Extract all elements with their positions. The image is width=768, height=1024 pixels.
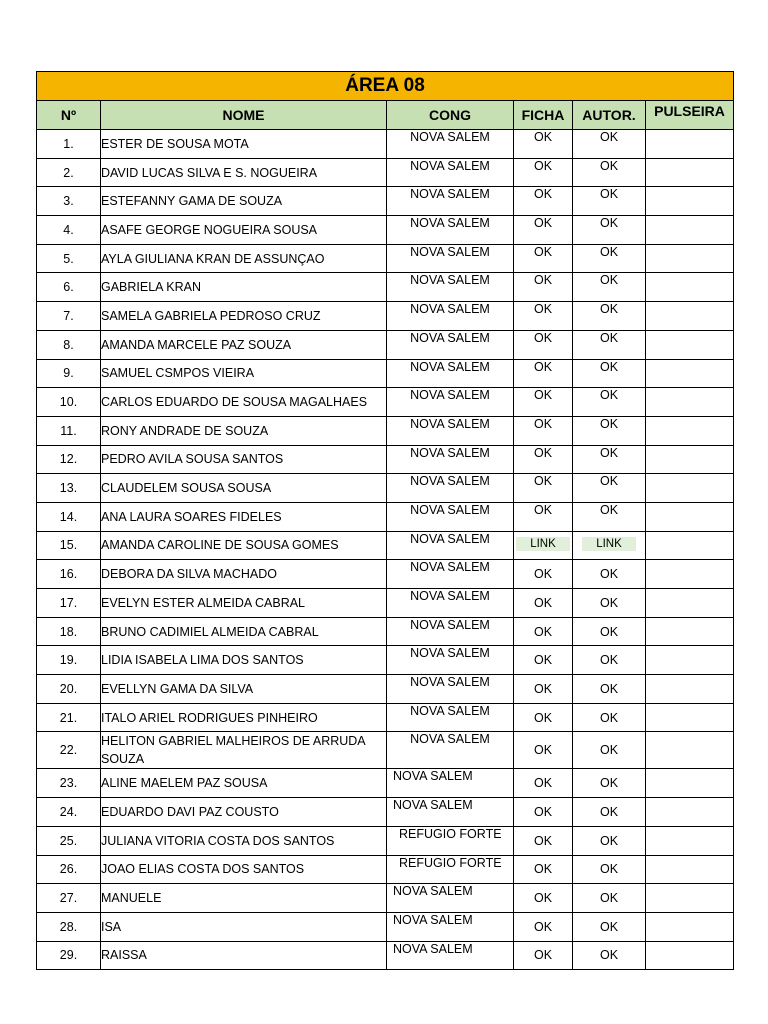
row-pulseira: [646, 912, 734, 941]
row-pulseira: [646, 158, 734, 187]
table-row: [37, 359, 734, 388]
row-pulseira: [646, 675, 734, 704]
row-pulseira: [646, 589, 734, 618]
row-cong: REFUGIO FORTE: [387, 826, 514, 855]
row-name: CLAUDELEM SOUSA SOUSA: [101, 474, 387, 503]
row-autor: [573, 531, 646, 560]
row-name: ASAFE GEORGE NOGUEIRA SOUSA: [101, 216, 387, 245]
row-name: AYLA GIULIANA KRAN DE ASSUNÇAO: [101, 244, 387, 273]
row-pulseira: [646, 474, 734, 503]
row-ficha: OK: [514, 244, 573, 273]
row-name: JOAO ELIAS COSTA DOS SANTOS: [101, 855, 387, 884]
row-number: 28.: [37, 912, 101, 941]
row-autor: OK: [573, 798, 646, 827]
table-row: [37, 445, 734, 474]
row-pulseira: [646, 416, 734, 445]
row-autor: OK: [573, 244, 646, 273]
table-row: [37, 416, 734, 445]
row-cong: NOVA SALEM: [387, 732, 514, 769]
row-ficha: OK: [514, 912, 573, 941]
row-autor: OK: [573, 826, 646, 855]
row-ficha: OK: [514, 130, 573, 159]
row-ficha: OK: [514, 941, 573, 970]
row-name: ALINE MAELEM PAZ SOUSA: [101, 769, 387, 798]
table-row: [37, 502, 734, 531]
row-pulseira: [646, 884, 734, 913]
row-number: 4.: [37, 216, 101, 245]
row-pulseira: [646, 445, 734, 474]
row-name: HELITON GABRIEL MALHEIROS DE ARRUDA SOUZA: [101, 732, 387, 769]
table-row: [37, 675, 734, 704]
row-cong: NOVA SALEM: [387, 646, 514, 675]
row-pulseira: [646, 798, 734, 827]
ficha-link[interactable]: LINK: [516, 537, 570, 551]
row-pulseira: [646, 531, 734, 560]
row-number: 15.: [37, 531, 101, 560]
row-autor: OK: [573, 158, 646, 187]
row-name: EVELYN ESTER ALMEIDA CABRAL: [101, 589, 387, 618]
row-autor: OK: [573, 560, 646, 589]
header-ficha: FICHA: [514, 101, 573, 130]
header-autor: AUTOR.: [573, 101, 646, 130]
table-row: [37, 617, 734, 646]
row-ficha: [514, 531, 573, 560]
row-number: 29.: [37, 941, 101, 970]
row-name: DEBORA DA SILVA MACHADO: [101, 560, 387, 589]
row-number: 5.: [37, 244, 101, 273]
table-row: [37, 912, 734, 941]
row-autor: OK: [573, 273, 646, 302]
row-pulseira: [646, 388, 734, 417]
row-pulseira: [646, 130, 734, 159]
row-ficha: OK: [514, 445, 573, 474]
row-ficha: OK: [514, 826, 573, 855]
row-pulseira: [646, 703, 734, 732]
row-cong: NOVA SALEM: [387, 273, 514, 302]
row-ficha: OK: [514, 769, 573, 798]
row-autor: OK: [573, 445, 646, 474]
row-number: 2.: [37, 158, 101, 187]
row-autor: OK: [573, 617, 646, 646]
row-ficha: OK: [514, 855, 573, 884]
row-cong: NOVA SALEM: [387, 703, 514, 732]
row-cong: NOVA SALEM: [387, 330, 514, 359]
row-pulseira: [646, 617, 734, 646]
row-ficha: OK: [514, 703, 573, 732]
row-name: ANA LAURA SOARES FIDELES: [101, 502, 387, 531]
row-autor: OK: [573, 187, 646, 216]
row-number: 25.: [37, 826, 101, 855]
row-name: AMANDA CAROLINE DE SOUSA GOMES: [101, 531, 387, 560]
row-cong: NOVA SALEM: [387, 445, 514, 474]
row-cong: NOVA SALEM: [387, 474, 514, 503]
row-ficha: OK: [514, 474, 573, 503]
row-number: 11.: [37, 416, 101, 445]
row-pulseira: [646, 330, 734, 359]
row-number: 21.: [37, 703, 101, 732]
row-pulseira: [646, 216, 734, 245]
row-autor: OK: [573, 302, 646, 331]
row-number: 24.: [37, 798, 101, 827]
table-row: [37, 302, 734, 331]
roster-body: [37, 130, 734, 970]
row-ficha: OK: [514, 798, 573, 827]
table-row: [37, 216, 734, 245]
row-number: 7.: [37, 302, 101, 331]
row-cong: NOVA SALEM: [387, 244, 514, 273]
autor-link[interactable]: LINK: [582, 537, 636, 551]
header-pulseira: PULSEIRA: [646, 101, 734, 130]
row-cong: NOVA SALEM: [387, 502, 514, 531]
row-autor: OK: [573, 732, 646, 769]
row-autor: OK: [573, 646, 646, 675]
row-autor: OK: [573, 884, 646, 913]
header-row: [37, 101, 734, 130]
row-autor: OK: [573, 855, 646, 884]
row-name: AMANDA MARCELE PAZ SOUZA: [101, 330, 387, 359]
table-row: [37, 703, 734, 732]
row-ficha: OK: [514, 732, 573, 769]
row-name: EVELLYN GAMA DA SILVA: [101, 675, 387, 704]
row-name: SAMUEL CSMPOS VIEIRA: [101, 359, 387, 388]
header-num: Nº: [37, 101, 101, 130]
row-cong: NOVA SALEM: [387, 560, 514, 589]
table-row: [37, 855, 734, 884]
table-row: [37, 330, 734, 359]
row-name: SAMELA GABRIELA PEDROSO CRUZ: [101, 302, 387, 331]
row-cong: NOVA SALEM: [387, 416, 514, 445]
row-name: ESTEFANNY GAMA DE SOUZA: [101, 187, 387, 216]
row-autor: OK: [573, 589, 646, 618]
row-ficha: OK: [514, 560, 573, 589]
table-row: [37, 273, 734, 302]
row-cong: REFUGIO FORTE: [387, 855, 514, 884]
table-row: [37, 941, 734, 970]
row-cong: NOVA SALEM: [387, 187, 514, 216]
row-pulseira: [646, 560, 734, 589]
table-row: [37, 244, 734, 273]
row-name: RONY ANDRADE DE SOUZA: [101, 416, 387, 445]
row-number: 16.: [37, 560, 101, 589]
row-autor: OK: [573, 216, 646, 245]
row-name: CARLOS EDUARDO DE SOUSA MAGALHAES: [101, 388, 387, 417]
row-autor: OK: [573, 474, 646, 503]
row-autor: OK: [573, 502, 646, 531]
table-row: [37, 884, 734, 913]
row-ficha: OK: [514, 646, 573, 675]
row-number: 22.: [37, 732, 101, 769]
row-number: 1.: [37, 130, 101, 159]
row-autor: OK: [573, 703, 646, 732]
row-ficha: OK: [514, 675, 573, 704]
row-cong: NOVA SALEM: [387, 531, 514, 560]
row-pulseira: [646, 732, 734, 769]
row-cong: NOVA SALEM: [387, 912, 514, 941]
row-cong: NOVA SALEM: [387, 302, 514, 331]
row-number: 10.: [37, 388, 101, 417]
row-cong: NOVA SALEM: [387, 589, 514, 618]
row-ficha: OK: [514, 302, 573, 331]
area-title: ÁREA 08: [37, 72, 734, 101]
table-row: [37, 732, 734, 769]
row-cong: NOVA SALEM: [387, 941, 514, 970]
row-autor: OK: [573, 388, 646, 417]
table-row: [37, 589, 734, 618]
table-row: [37, 646, 734, 675]
row-cong: NOVA SALEM: [387, 798, 514, 827]
row-cong: NOVA SALEM: [387, 130, 514, 159]
row-name: JULIANA VITORIA COSTA DOS SANTOS: [101, 826, 387, 855]
table-row: [37, 826, 734, 855]
row-ficha: OK: [514, 884, 573, 913]
row-autor: OK: [573, 769, 646, 798]
row-ficha: OK: [514, 216, 573, 245]
row-pulseira: [646, 826, 734, 855]
row-number: 8.: [37, 330, 101, 359]
row-autor: OK: [573, 330, 646, 359]
row-number: 18.: [37, 617, 101, 646]
row-autor: OK: [573, 130, 646, 159]
row-number: 20.: [37, 675, 101, 704]
row-pulseira: [646, 646, 734, 675]
row-number: 17.: [37, 589, 101, 618]
row-pulseira: [646, 941, 734, 970]
row-number: 27.: [37, 884, 101, 913]
row-cong: NOVA SALEM: [387, 769, 514, 798]
row-pulseira: [646, 302, 734, 331]
header-cong: CONG: [387, 101, 514, 130]
row-cong: NOVA SALEM: [387, 388, 514, 417]
row-number: 3.: [37, 187, 101, 216]
row-autor: OK: [573, 416, 646, 445]
row-name: BRUNO CADIMIEL ALMEIDA CABRAL: [101, 617, 387, 646]
row-name: LIDIA ISABELA LIMA DOS SANTOS: [101, 646, 387, 675]
table-row: [37, 769, 734, 798]
row-ficha: OK: [514, 359, 573, 388]
row-name: EDUARDO DAVI PAZ COUSTO: [101, 798, 387, 827]
row-ficha: OK: [514, 416, 573, 445]
table-row: [37, 798, 734, 827]
row-number: 23.: [37, 769, 101, 798]
row-cong: NOVA SALEM: [387, 359, 514, 388]
row-pulseira: [646, 187, 734, 216]
row-name: GABRIELA KRAN: [101, 273, 387, 302]
row-number: 26.: [37, 855, 101, 884]
row-name: ISA: [101, 912, 387, 941]
row-ficha: OK: [514, 589, 573, 618]
table-row: [37, 388, 734, 417]
row-autor: OK: [573, 675, 646, 704]
row-cong: NOVA SALEM: [387, 158, 514, 187]
row-name: MANUELE: [101, 884, 387, 913]
row-ficha: OK: [514, 388, 573, 417]
row-ficha: OK: [514, 617, 573, 646]
row-number: 19.: [37, 646, 101, 675]
row-number: 9.: [37, 359, 101, 388]
table-row: [37, 130, 734, 159]
row-ficha: OK: [514, 330, 573, 359]
row-number: 14.: [37, 502, 101, 531]
row-cong: NOVA SALEM: [387, 216, 514, 245]
row-pulseira: [646, 855, 734, 884]
row-ficha: OK: [514, 187, 573, 216]
row-ficha: OK: [514, 502, 573, 531]
row-number: 6.: [37, 273, 101, 302]
row-number: 12.: [37, 445, 101, 474]
row-name: DAVID LUCAS SILVA E S. NOGUEIRA: [101, 158, 387, 187]
row-pulseira: [646, 244, 734, 273]
row-name: ITALO ARIEL RODRIGUES PINHEIRO: [101, 703, 387, 732]
row-ficha: OK: [514, 158, 573, 187]
row-pulseira: [646, 359, 734, 388]
header-name: NOME: [101, 101, 387, 130]
table-row: [37, 531, 734, 560]
table-row: [37, 158, 734, 187]
row-ficha: OK: [514, 273, 573, 302]
row-number: 13.: [37, 474, 101, 503]
row-autor: OK: [573, 941, 646, 970]
row-name: RAISSA: [101, 941, 387, 970]
table-row: [37, 187, 734, 216]
row-pulseira: [646, 502, 734, 531]
row-name: PEDRO AVILA SOUSA SANTOS: [101, 445, 387, 474]
row-cong: NOVA SALEM: [387, 884, 514, 913]
roster-table: [36, 71, 734, 970]
table-row: [37, 560, 734, 589]
row-autor: OK: [573, 359, 646, 388]
row-cong: NOVA SALEM: [387, 617, 514, 646]
title-row: [37, 72, 734, 101]
row-name: ESTER DE SOUSA MOTA: [101, 130, 387, 159]
table-row: [37, 474, 734, 503]
row-cong: NOVA SALEM: [387, 675, 514, 704]
row-autor: OK: [573, 912, 646, 941]
row-pulseira: [646, 769, 734, 798]
row-pulseira: [646, 273, 734, 302]
